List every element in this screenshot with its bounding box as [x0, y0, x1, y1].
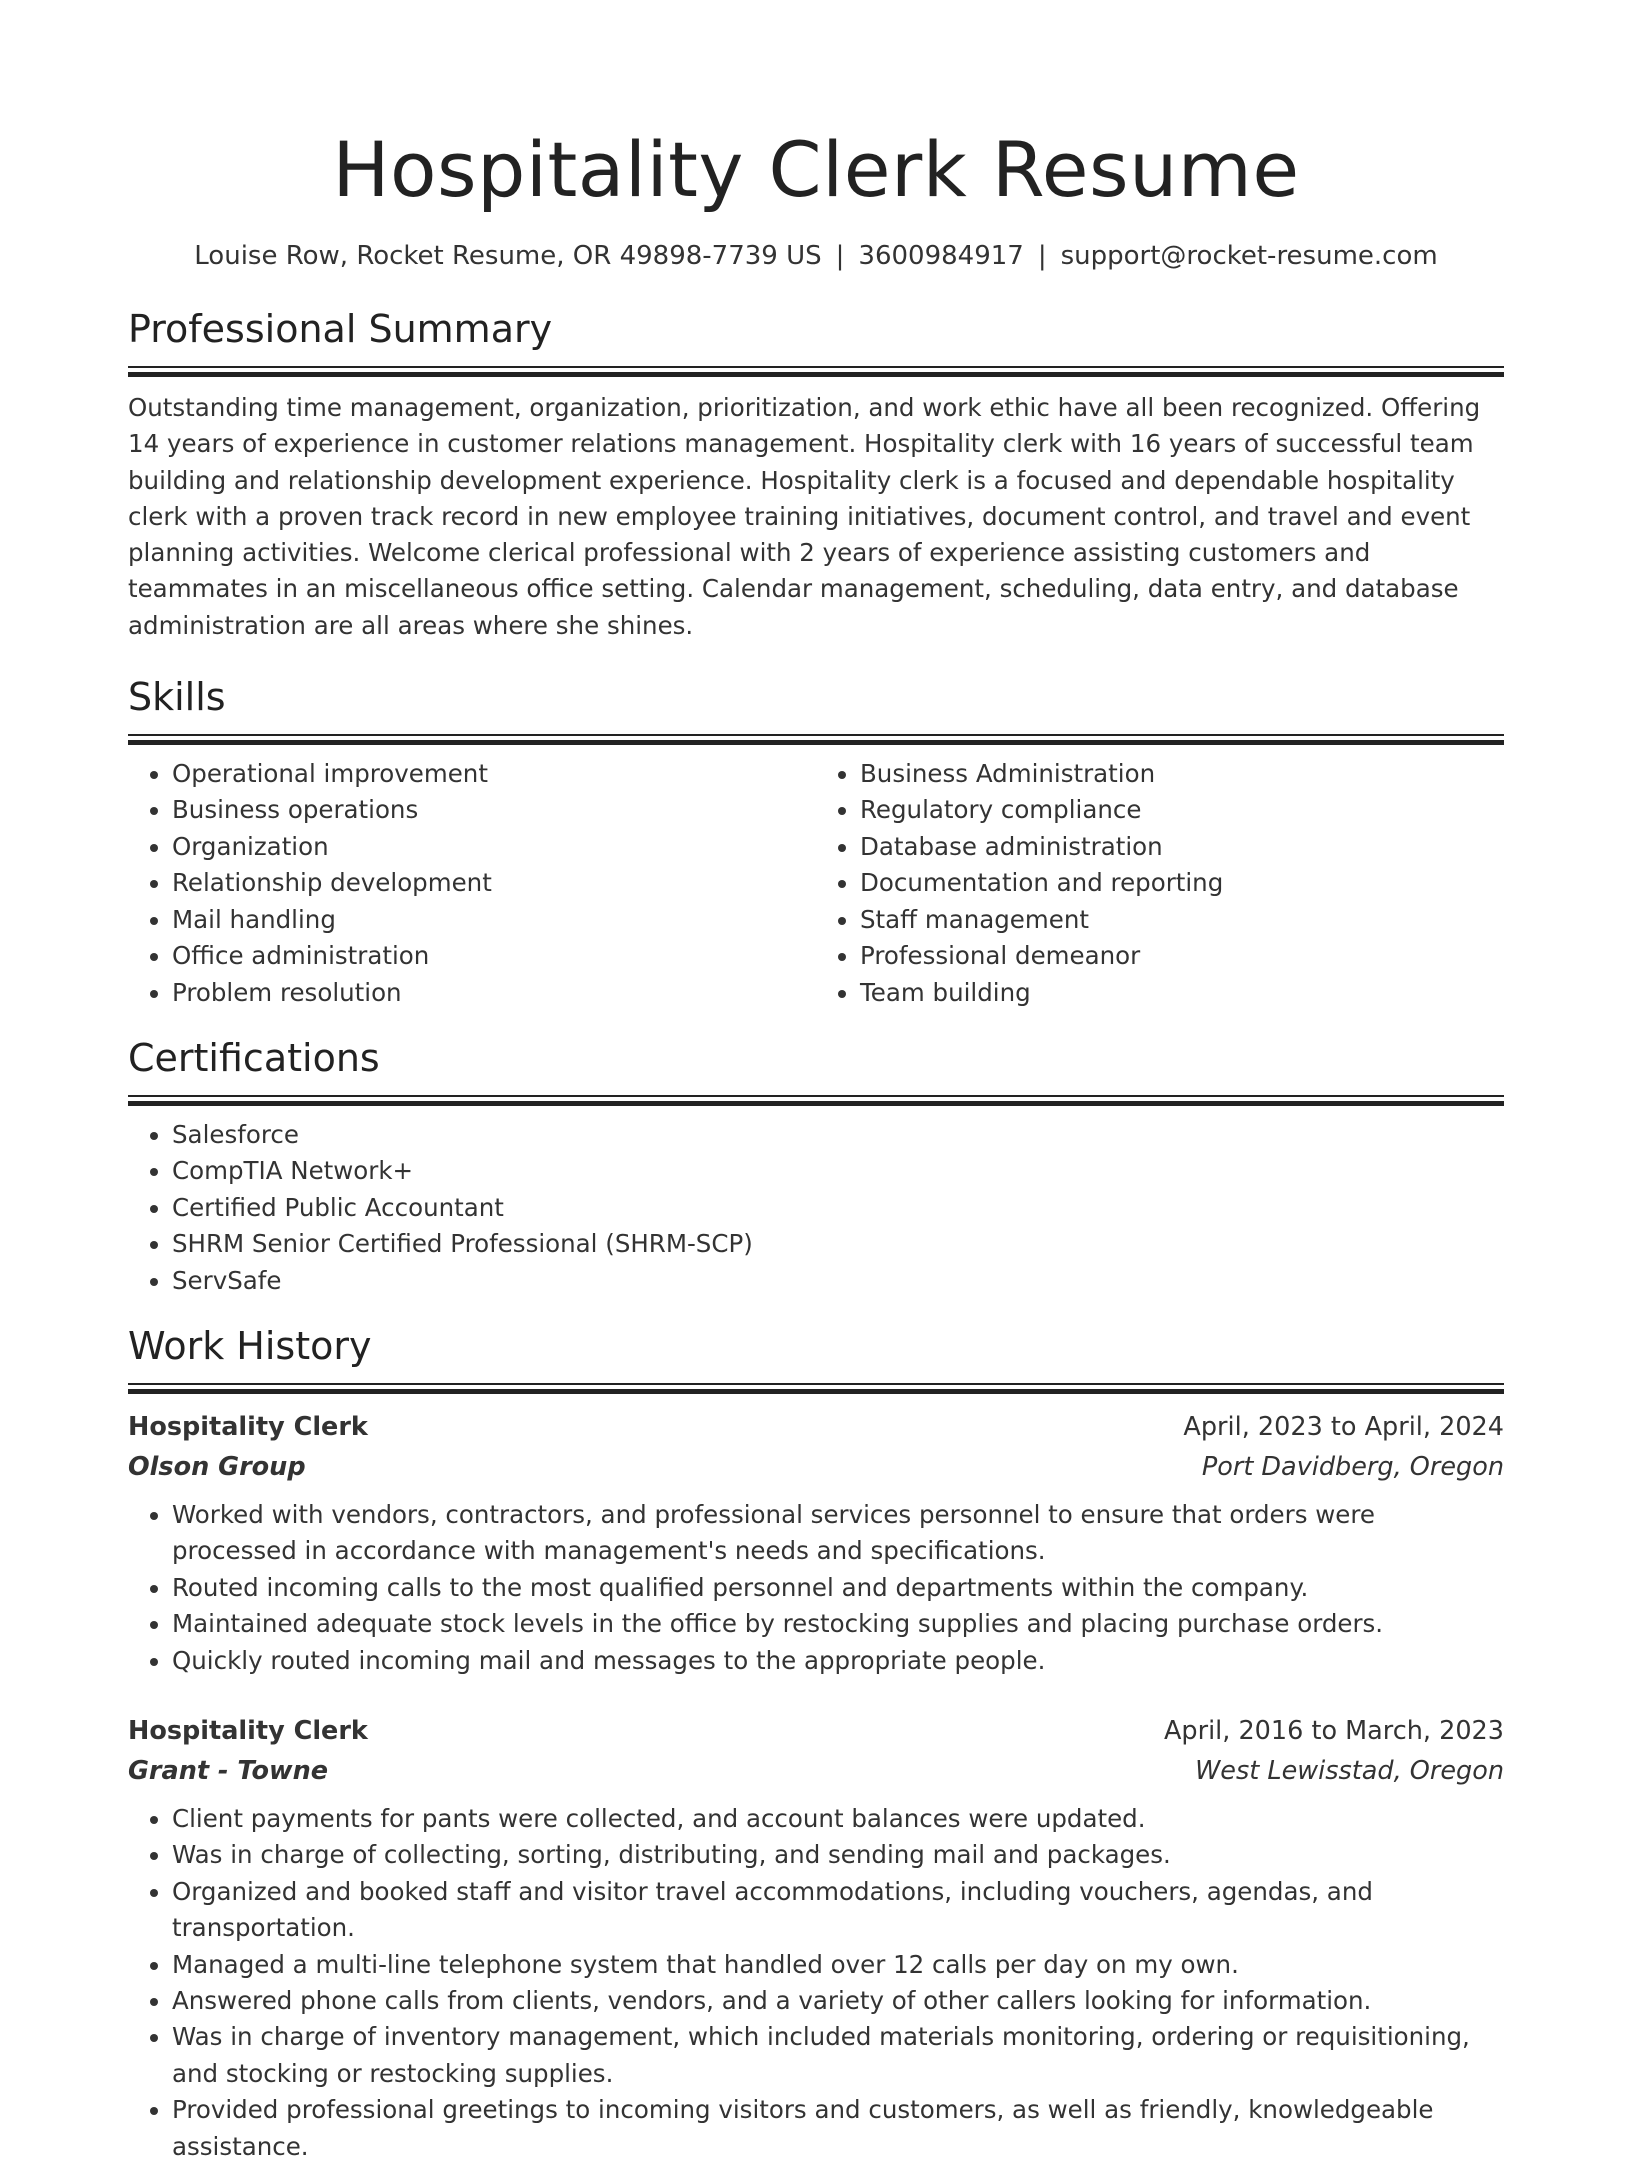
section-heading-skills: Skills — [128, 675, 226, 720]
skills-list-left — [128, 756, 816, 1011]
skill-item: • Operational improvement — [172, 756, 816, 792]
job-header-row — [128, 1711, 1504, 1751]
section-heading-certifications: Certifications — [128, 1035, 380, 1080]
job-title: Hospitality Clerk — [128, 1411, 368, 1442]
certification-item: • SHRM Senior Certified Professional (SHRM-SCP) — [172, 1226, 1504, 1262]
skills-grid — [128, 756, 1504, 1011]
job-header-row — [128, 1407, 1504, 1447]
job-company: Grant - Towne — [128, 1755, 329, 1786]
job-company-row — [128, 1447, 1504, 1487]
job-title: Hospitality Clerk — [128, 1715, 368, 1746]
certification-item: • ServSafe — [172, 1263, 1504, 1299]
summary-text: Outstanding time management, organization, prioritization, and work ethic have all been recognized. Offering 14 years of experience in customer relations management. Hospitality clerk with 16 years of successful team building and relationship development experience. Hospitality clerk is a focused and dependable hospitality clerk with a proven track record in new employee training initiatives, document control, and travel and event planning activities. Welcome clerical professional with 2 years of experience assisting customers and teammates in an miscellaneous office setting. Calendar management, scheduling, data entry, and database administration are all areas where she shines. — [128, 393, 1481, 640]
job-entry — [128, 1407, 1504, 1679]
job-company-row — [128, 1751, 1504, 1791]
work-history-section — [128, 1321, 1504, 2165]
job-dates: April, 2016 to March, 2023 — [1163, 1715, 1504, 1746]
job-location: Port Davidberg, Oregon — [1201, 1451, 1504, 1482]
skill-item: • Documentation and reporting — [860, 865, 1504, 901]
job-bullet: • Organized and booked staff and visitor travel accommodations, including vouchers, agendas, and transportation. — [172, 1874, 1504, 1947]
contact-separator: | — [1037, 241, 1047, 271]
section-divider — [128, 734, 1504, 744]
skill-item: • Team building — [860, 975, 1504, 1011]
section-divider — [128, 1383, 1504, 1393]
job-bullet: • Was in charge of collecting, sorting, distributing, and sending mail and packages. — [172, 1837, 1504, 1873]
job-company: Olson Group — [128, 1451, 306, 1482]
job-bullet: • Answered phone calls from clients, vendors, and a variety of other callers looking for information. — [172, 1983, 1504, 2019]
job-dates: April, 2023 to April, 2024 — [1183, 1411, 1504, 1442]
certification-item: • Salesforce — [172, 1117, 1504, 1153]
skill-item: • Mail handling — [172, 902, 816, 938]
contact-phone: 3600984917 — [858, 241, 1024, 271]
contact-email: support@rocket-resume.com — [1060, 241, 1438, 271]
skills-section — [128, 672, 1504, 1011]
job-bullet: • Routed incoming calls to the most qualified personnel and departments within the company. — [172, 1570, 1504, 1606]
section-heading-summary: Professional Summary — [128, 307, 553, 351]
job-bullets — [128, 1801, 1504, 2165]
skill-item: • Problem resolution — [172, 975, 816, 1011]
certification-item: • CompTIA Network+ — [172, 1153, 1504, 1189]
certification-item: • Certified Public Accountant — [172, 1190, 1504, 1226]
job-bullet: • Provided professional greetings to incoming visitors and customers, as well as friendly, knowledgeable assistance. — [172, 2092, 1504, 2165]
skill-item: • Professional demeanor — [860, 938, 1504, 974]
job-location: West Lewisstad, Oregon — [1195, 1755, 1504, 1786]
summary-section — [128, 304, 1504, 644]
contact-address: Louise Row, Rocket Resume, OR 49898-7739 US — [194, 241, 822, 271]
job-bullet: • Was in charge of inventory management, which included materials monitoring, ordering or requisitioning, and stocking or restocking supplies. — [172, 2019, 1504, 2092]
job-bullet: • Managed a multi-line telephone system that handled over 12 calls per day on my own. — [172, 1947, 1504, 1983]
section-heading-work-history: Work History — [128, 1323, 372, 1368]
skill-item: • Office administration — [172, 938, 816, 974]
job-entry — [128, 1711, 1504, 2165]
certifications-section — [128, 1033, 1504, 1299]
job-bullet: • Client payments for pants were collected, and account balances were updated. — [172, 1801, 1504, 1837]
section-divider — [128, 366, 1504, 376]
job-bullet: • Worked with vendors, contractors, and professional services personnel to ensure that orders were processed in accordance with management's needs and specifications. — [172, 1497, 1504, 1570]
certifications-list — [128, 1117, 1504, 1299]
skill-item: • Staff management — [860, 902, 1504, 938]
section-divider — [128, 1095, 1504, 1105]
skill-item: • Organization — [172, 829, 816, 865]
job-bullet: • Quickly routed incoming mail and messages to the appropriate people. — [172, 1643, 1504, 1679]
skill-item: • Regulatory compliance — [860, 792, 1504, 828]
skills-list-right — [816, 756, 1504, 1011]
contact-line — [128, 238, 1504, 274]
job-bullet: • Maintained adequate stock levels in the office by restocking supplies and placing purchase orders. — [172, 1606, 1504, 1642]
skill-item: • Relationship development — [172, 865, 816, 901]
contact-separator: | — [835, 241, 845, 271]
skill-item: • Database administration — [860, 829, 1504, 865]
skill-item: • Business Administration — [860, 756, 1504, 792]
job-bullets — [128, 1497, 1504, 1679]
page-title: Hospitality Clerk Resume — [332, 125, 1300, 214]
skill-item: • Business operations — [172, 792, 816, 828]
